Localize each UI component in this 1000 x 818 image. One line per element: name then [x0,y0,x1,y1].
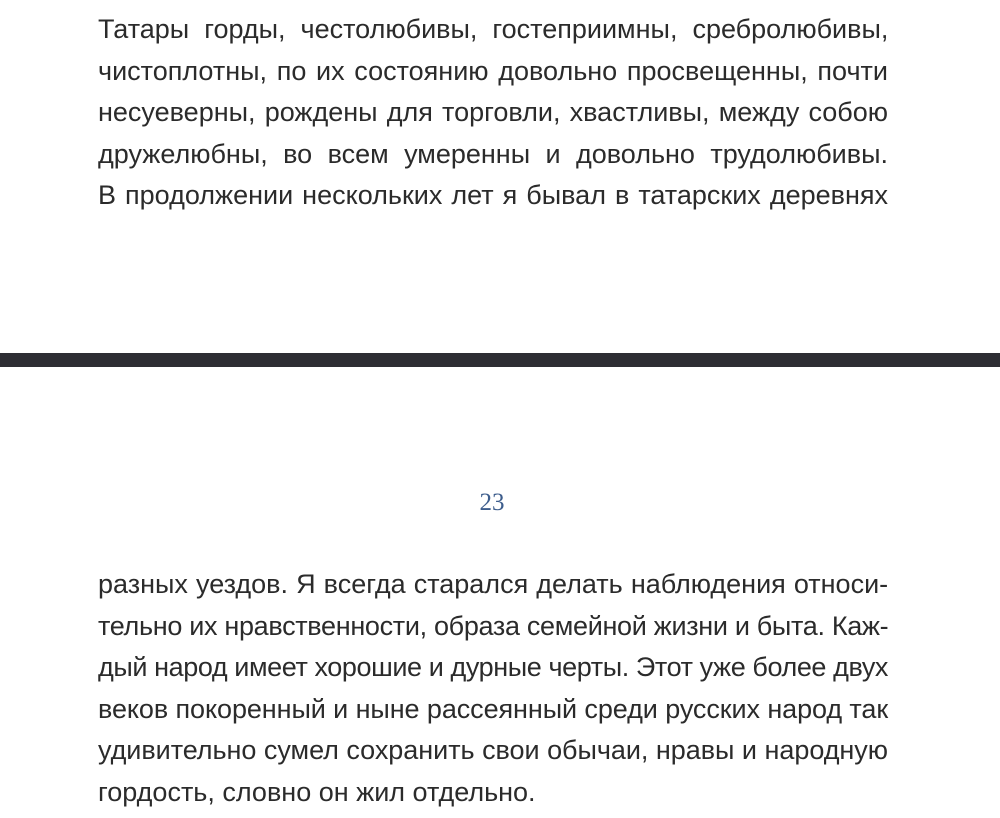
text-line: чистоплотны, по их состоянию довольно просвещенны, почти [98,55,888,86]
text-line: тельно их нравственности, образа семейной жизни и быта. Каж- [98,610,889,641]
text-line: гордость, словно он жил отдельно. [98,776,536,807]
text-line: Татары горды, честолюбивы, гостеприимны, сребролюбивы, [98,14,889,44]
paragraph [98,9,888,217]
text-line: несуеверны, рождены для торговли, хвастливы, между собою [98,97,889,127]
page-separator [0,353,1000,367]
text-line: дый народ имеет хорошие и дурные черты. Этот уже более двух [98,652,889,682]
page-number [0,489,1000,517]
text-line: дружелюбны, во всем умеренны и довольно трудолюбивы. [98,138,888,169]
previous-page [0,0,1000,353]
paragraph [98,564,888,813]
current-page [0,367,1000,818]
text-line: разных уездов. Я всегда старался делать наблюдения относи- [98,569,889,599]
text-line: удивительно сумел сохранить свои обычаи, нравы и народную [98,735,888,765]
page-number-text: 23 [479,489,505,516]
text-line: веков покоренный и ныне рассеянный среди русских народ так [98,693,889,724]
text-line: В продолжении нескольких лет я бывал в татарских деревнях [98,180,888,210]
